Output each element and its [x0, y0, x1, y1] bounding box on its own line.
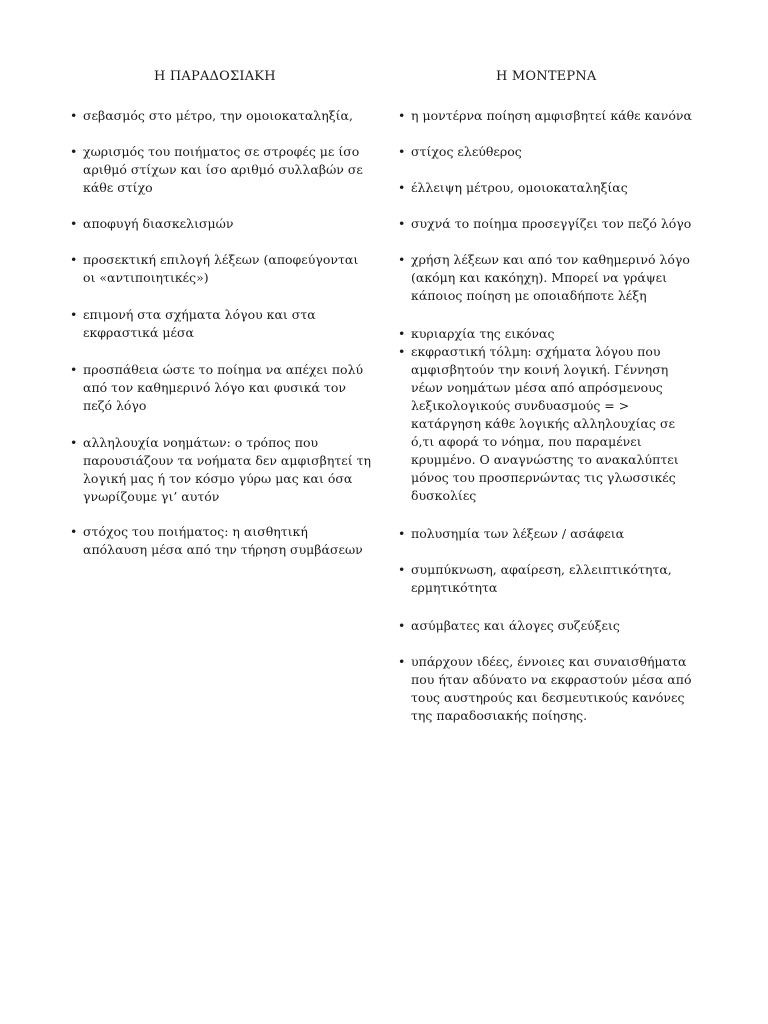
text-line: απόλαυση μέσα από την τήρηση συμβάσεων [83, 542, 363, 557]
bullet-icon: • [398, 144, 406, 159]
text-line: πολυσημία των λέξεων / ασάφεια [411, 526, 625, 541]
text-line: ερμητικότητα [411, 580, 498, 595]
list-item-text [411, 143, 698, 161]
list-item [398, 617, 698, 635]
bullet-icon: • [398, 526, 406, 541]
text-line: κρυμμένο. Ο αναγνώστης το ανακαλύπτει [411, 452, 679, 467]
bullet-icon: • [70, 216, 78, 231]
text-line: μόνος του προσπερνώντας τις γλωσσικές [411, 470, 676, 485]
text-line: σεβασμός στο μέτρο, την ομοιοκαταληξία, [83, 108, 353, 123]
bullet-icon: • [398, 326, 406, 341]
bullet-icon: • [70, 108, 78, 123]
bullet-icon: • [70, 307, 78, 322]
text-line: κάθε στίχο [83, 180, 153, 195]
list-item-text [411, 215, 698, 233]
text-line: από τον καθημερινό λόγο και φυσικά τον [83, 380, 346, 395]
list-item-text [83, 143, 370, 197]
text-line: οι «αντιποιητικές») [83, 270, 209, 285]
bullet-icon: • [398, 562, 406, 577]
text-line: αριθμό στίχων και ίσο αριθμό συλλαβών σε [83, 162, 363, 177]
text-line: ασύμβατες και άλογες συζεύξεις [411, 618, 620, 633]
bullet-icon: • [70, 524, 78, 539]
text-line: κατάργηση κάθε λογικής αλληλουχίας σε [411, 416, 675, 431]
text-line: υπάρχουν ιδέες, έννοιες και συναισθήματα [411, 654, 687, 669]
text-line: παρουσιάζουν τα νοήματα δεν αμφισβητεί τη [83, 453, 372, 468]
bullet-icon: • [398, 344, 406, 359]
list-item [398, 215, 698, 233]
list-item [70, 215, 370, 233]
text-line: δυσκολίες [411, 488, 477, 503]
text-line: στόχος του ποιήματος: η αισθητική [83, 524, 308, 539]
text-line: αμφισβητούν την κοινή λογική. Γέννηση [411, 362, 669, 377]
list-item-text [83, 361, 370, 415]
list-item [398, 525, 698, 543]
bullet-icon: • [398, 252, 406, 267]
text-line: εκφραστικά μέσα [83, 325, 194, 340]
text-line: αποφυγή διασκελισμών [83, 216, 234, 231]
bullet-icon: • [398, 216, 406, 231]
bullet-icon: • [398, 654, 406, 669]
list-item-text [411, 179, 698, 197]
list-item-text [83, 306, 370, 342]
list-item-text [411, 343, 698, 505]
bullet-icon: • [398, 618, 406, 633]
list-item [70, 143, 370, 197]
text-line: η μοντέρνα ποίηση αμφισβητεί κάθε κανόνα [411, 108, 692, 123]
text-line: έλλειψη μέτρου, ομοιοκαταληξίας [411, 180, 628, 195]
list-item-text [411, 617, 698, 635]
text-line: νέων νοημάτων μέσα από απρόσμενους [411, 380, 663, 395]
list-item [70, 523, 370, 559]
list-item-text [83, 523, 370, 559]
list-item [398, 343, 698, 505]
list-item [398, 653, 698, 725]
list-item [70, 251, 370, 287]
text-line: συμπύκνωση, αφαίρεση, ελλειπτικότητα, [411, 562, 672, 577]
text-line: (ακόμη και κακόηχη). Μπορεί να γράψει [411, 270, 668, 285]
list-item-text [83, 107, 370, 125]
list-item [398, 251, 698, 305]
list-item-text [411, 107, 698, 125]
bullet-icon: • [70, 252, 78, 267]
bullet-icon: • [398, 180, 406, 195]
list-item [398, 107, 698, 125]
text-line: που ήταν αδύνατο να εκφραστούν μέσα από [411, 672, 692, 687]
text-line: χρήση λέξεων και από τον καθημερινό λόγο [411, 252, 690, 267]
bullet-icon: • [70, 435, 78, 450]
text-line: προσεκτική επιλογή λέξεων (αποφεύγονται [83, 252, 359, 267]
list-item [398, 561, 698, 597]
list-item-text [411, 525, 698, 543]
text-line: στίχος ελεύθερος [411, 144, 522, 159]
text-line: ό,τι αφορά το νόημα, που παραμένει [411, 434, 642, 449]
list-item [70, 306, 370, 342]
list-item-text [411, 325, 698, 343]
list-item [70, 434, 370, 506]
text-line: χωρισμός του ποιήματος σε στροφές με ίσο [83, 144, 360, 159]
text-line: κάποιος ποίηση με οποιαδήποτε λέξη [411, 288, 647, 303]
list-item [398, 179, 698, 197]
text-line: γνωρίζουμε γι’ αυτόν [83, 489, 220, 504]
modern-title: Η ΜΟΝΤΕΡΝΑ [496, 69, 597, 84]
bullet-icon: • [70, 144, 78, 159]
text-line: αλληλουχία νοημάτων: ο τρόπος που [83, 435, 319, 450]
list-item-text [411, 653, 698, 725]
text-line: τους αυστηρούς και δεσμευτικούς κανόνες [411, 690, 685, 705]
list-item [398, 143, 698, 161]
text-line: επιμονή στα σχήματα λόγου και στα [83, 307, 316, 322]
text-line: της παραδοσιακής ποίησης. [411, 708, 588, 723]
list-item-text [83, 251, 370, 287]
bullet-icon: • [398, 108, 406, 123]
list-item [70, 361, 370, 415]
list-item-text [83, 434, 370, 506]
text-line: λεξικολογικούς συνδυασμούς = > [411, 398, 630, 413]
text-line: λογική μας ή τον κόσμο γύρω μας και όσα [83, 471, 353, 486]
text-line: συχνά το ποίημα προσεγγίζει τον πεζό λόγο [411, 216, 692, 231]
list-item-text [411, 561, 698, 597]
text-line: πεζό λόγο [83, 398, 147, 413]
list-item-text [83, 215, 370, 233]
list-item [70, 107, 370, 125]
list-item-text [411, 251, 698, 305]
bullet-icon: • [70, 362, 78, 377]
text-line: εκφραστική τόλμη: σχήματα λόγου που [411, 344, 661, 359]
text-line: κυριαρχία της εικόνας [411, 326, 555, 341]
list-item [398, 325, 698, 343]
traditional-title: Η ΠΑΡΑΔΟΣΙΑΚΗ [154, 69, 276, 84]
text-line: προσπάθεια ώστε το ποίημα να απέχει πολύ [83, 362, 364, 377]
